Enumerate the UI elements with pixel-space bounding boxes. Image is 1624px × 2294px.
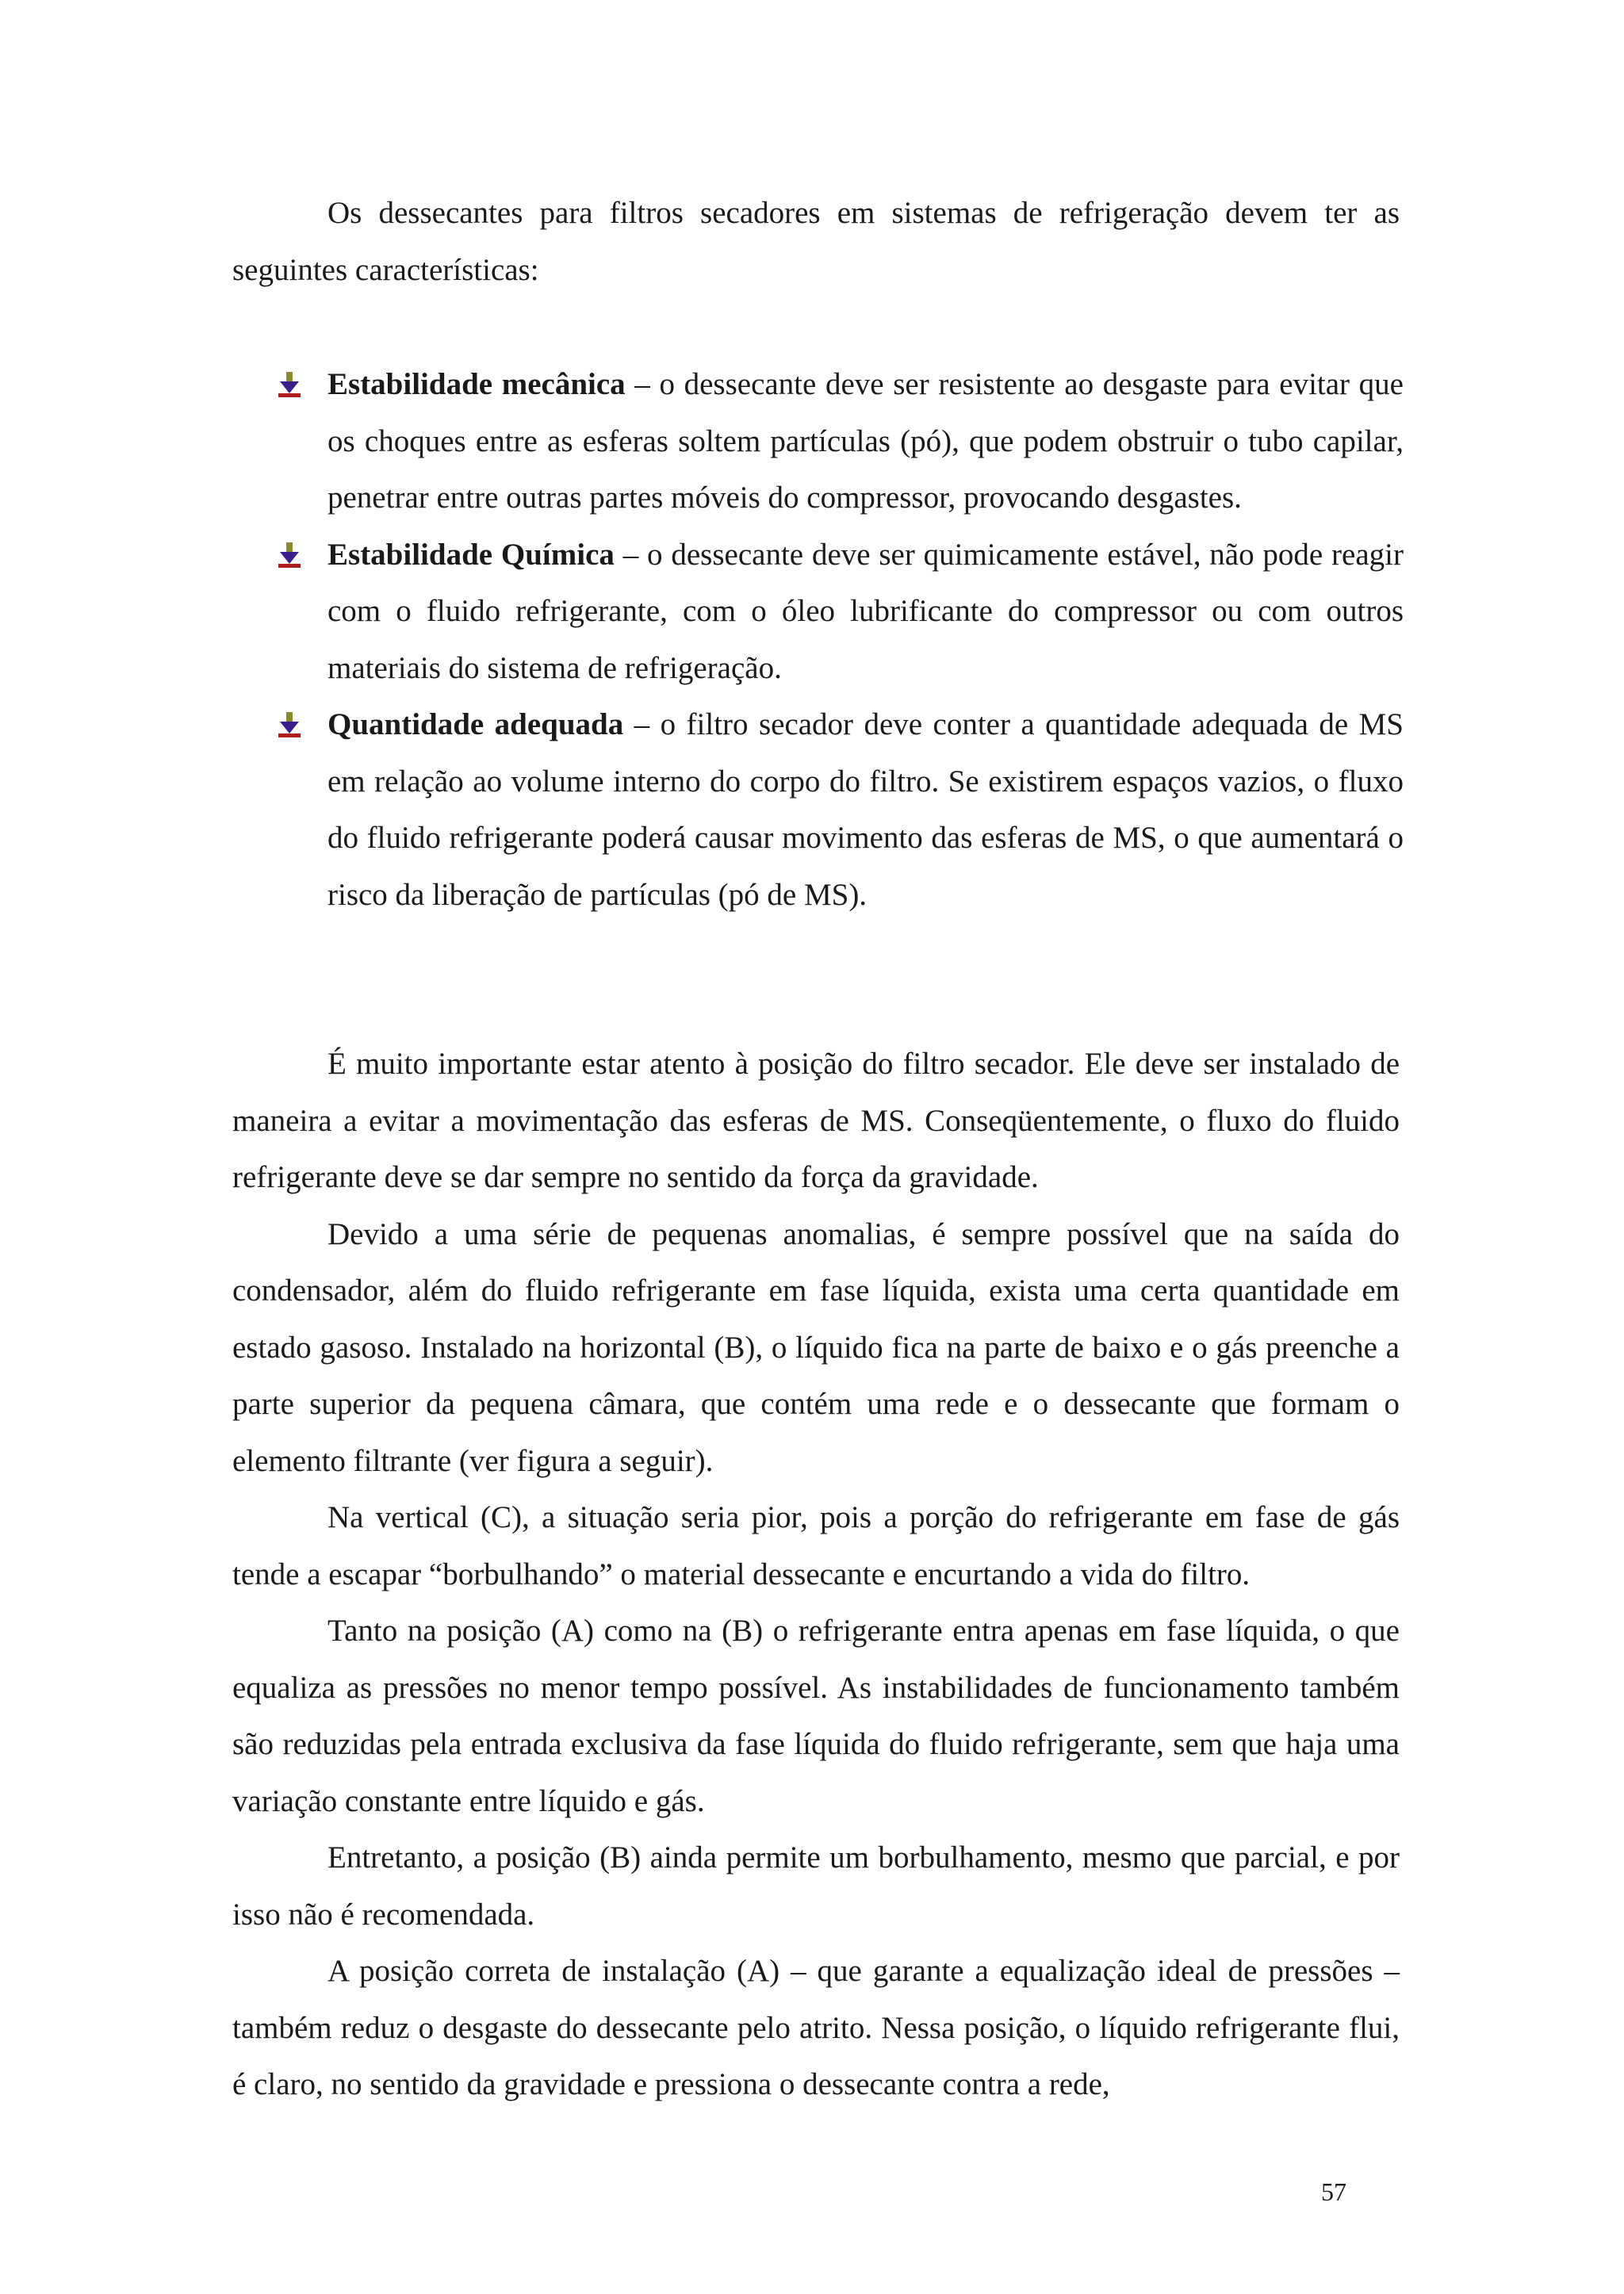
paragraph: Na vertical (C), a situação seria pior, pois a porção do refrigerante em fase de gás tende a escapar “borbulhando” o material dessecante e encurtando a vida do filtro. <box>232 1500 1400 1591</box>
bullet-term: Quantidade adequada <box>327 707 624 741</box>
characteristics-list <box>276 356 1404 923</box>
list-item <box>276 527 1404 697</box>
list-item <box>276 696 1404 923</box>
intro-block <box>232 185 1400 298</box>
down-arrow-bullet-icon <box>276 372 303 399</box>
bullet-term: Estabilidade mecânica <box>327 367 626 401</box>
down-arrow-bullet-icon <box>276 542 303 569</box>
bullet-text: – o dessecante deve ser resistente ao desgaste para evitar que os choques entre as esferas soltem partículas (pó), que podem obstruir o tubo capilar, penetrar entre outras partes móveis do compressor, provocando desgastes. <box>327 367 1404 515</box>
body-text <box>232 1036 1400 2113</box>
down-arrow-bullet-icon <box>276 712 303 739</box>
list-item <box>276 356 1404 527</box>
bullet-term: Estabilidade Química <box>327 537 615 572</box>
bullet-text: – o filtro secador deve conter a quantidade adequada de MS em relação ao volume interno do corpo do filtro. Se existirem espaços vazios, o fluxo do fluido refrigerante poderá causar movimento das esferas de MS, o que aumentará o risco da liberação de partículas (pó de MS). <box>327 707 1404 912</box>
paragraph: Entretanto, a posição (B) ainda permite um borbulhamento, mesmo que parcial, e por isso não é recomendada. <box>232 1840 1400 1932</box>
paragraph: Tanto na posição (A) como na (B) o refrigerante entra apenas em fase líquida, o que equaliza as pressões no menor tempo possível. As instabilidades de funcionamento também são reduzidas pela entrada exclusiva da fase líquida do fluido refrigerante, sem que haja uma variação constante entre líquido e gás. <box>232 1614 1400 1818</box>
paragraph: É muito importante estar atento à posição do filtro secador. Ele deve ser instalado de maneira a evitar a movimentação das esferas de MS. Conseqüentemente, o fluxo do fluido refrigerante deve se dar sempre no sentido da força da gravidade. <box>232 1047 1400 1194</box>
intro-paragraph: Os dessecantes para filtros secadores em sistemas de refrigeração devem ter as seguintes características: <box>232 196 1400 287</box>
bullet-text: – o dessecante deve ser quimicamente estável, não pode reagir com o fluido refrigerante, com o óleo lubrificante do compressor ou com outros materiais do sistema de refrigeração. <box>327 537 1404 685</box>
paragraph: Devido a uma série de pequenas anomalias, é sempre possível que na saída do condensador, além do fluido refrigerante em fase líquida, exista uma certa quantidade em estado gasoso. Instalado na horizontal (B), o líquido fica na parte de baixo e o gás preenche a parte superior da pequena câmara, que contém uma rede e o dessecante que formam o elemento filtrante (ver figura a seguir). <box>232 1216 1400 1478</box>
page-number: 57 <box>1321 2177 1346 2206</box>
paragraph: A posição correta de instalação (A) – que garante a equalização ideal de pressões – também reduz o desgaste do dessecante pelo atrito. Nessa posição, o líquido refrigerante flui, é claro, no sentido da gravidade e pressiona o dessecante contra a rede, <box>232 1954 1400 2101</box>
